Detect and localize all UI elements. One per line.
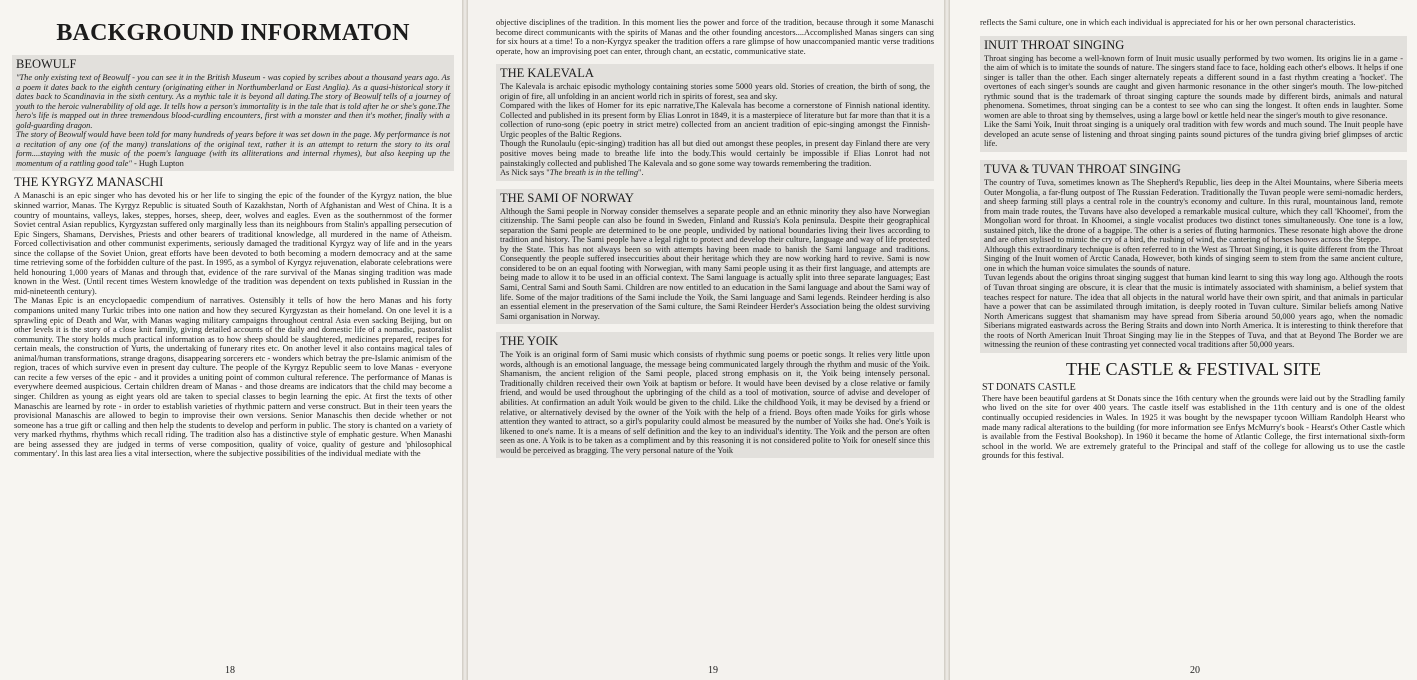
castle-section [980, 359, 1407, 461]
beowulf-quote [16, 130, 450, 168]
kalevala-text-2: Compared with the likes of Homer for its epic narrative,The Kalevala has become a cornerstone of Finnish national identity. Collected and published in its present form by Elias Lonrot in 1849, it is a masterpiece of literature but far more than that it is a collection of runo-song (epic poetry in strict metre) collected from an ancient tradition of epic-singing amongst the Finnish-Urgic peoples of the Baltic Regions. [500, 101, 930, 139]
tuva-text-2: Although this extraordinary technique is often referred to in the West as Throat Singing, it is quite different from the Throat Singing of the Inuit women of Arctic Canada, However, both kinds of singing seem to stem from the same ancient culture, one in which the human voice simulates the sounds of nature. [984, 244, 1403, 273]
beowulf-credit: - Hugh Lupton [131, 158, 184, 168]
castle-text: There have been beautiful gardens at St Donats since the 16th century when the grounds were laid out by the Stradling family who lived on the site for over 400 years. The castle itself was established in the 11th century and is one of the oldest continually occupied residencies in Wales. In 1925 it was bought by the newspaper tycoon William Randolph Hearst who made many radical alterations to the building (for more information see Enfys McMurry's book - Hearst's Other Castle which is available from the Festival Bookshop). In 1960 it became the home of Atlantic College, the first international sixth-form school in the world. We are extremely grateful to the Principal and staff of the college for allowing us to use the castle grounds for this festival. [982, 393, 1405, 461]
kyrgyz-text: A Manaschi is an epic singer who has devoted his or her life to singing the epic of the founder of the Kyrgyz nation, the blue skinned warrior, Manas. The Kyrgyz Republic is situated South of Kazakhstan, North of Afghanistan and West of China. It is a country of mountains, valleys, lakes, steppes, horses, sheep, deer, wolves and eagles. Even as the southernmost of the former Soviet central Asian republics, Kyrgyzstan suffered only marginally less than its neighbours from Stalin's appalling persecution of Epic Singers, Shamans, Dervishes, Priests and other bearers of traditional knowledge, all murdered in the name of Atheism. Forced collectivisation and other communist experiments, seriously damaged the traditional Kyrgyz way of life and in the years since the collapse of the Soviet Union, great efforts have been devoted to both becoming a modern democracy and at the same time retrieving some of the forbidden culture of the past. In 1995, as a symbol of Kyrgyz rejuvenation, elaborate celebrations were held honouring 1,000 years of Manas and through that, evidence of the rare survival of the Manas singing tradition was made known in the West. (Until recent times Western knowledge of the tradition was dependent on texts published in Russian in the mid-nineteenth century). [14, 191, 452, 296]
manaschi-continued-text: objective disciplines of the tradition. In this moment lies the power and force of the tradition, because through it some Manaschi become direct communicants with the spirits of Manas and the other founding ancestors....Accomplished Manas singers can sing for six hours at a time! To a non-Kyrgyz speaker the tradition offers a rare glimpse of how unaccompanied mantic verse traditions operate, how an improvising poet can enter, through chant, an ecstatic, communicative state. [496, 18, 934, 56]
kyrgyz-text-2: The Manas Epic is an encyclopaedic compendium of narratives. Ostensibly it tells of how the hero Manas and his forty companions united many Turkic tribes into one nation and how they secured Kyrgyzstan as their homeland. On one level it is a sprawling epic of Death and War, with Manas waging military campaigns throughout central Asia even sacking Beijing, but on other levels it is the story of a close knit family, giving detailed accounts of the daily and domestic life of a nomadic, pastoralist community. The story holds much practical information as to how sheep should be slaughtered, medicines prepared, recipes for certain meals, the construction of Yurts, the undertaking of funerary rites etc. On another level it also contains magical tales of animal/human transformations, strange dragons, disappearing sorcerers etc - wonders which betray the pre-Islamic animism of the region, traces of which survive even in present day culture. The people of the Kyrgyz Republic seem to love Manas - everyone can recite a few verses of the epic - and it provides a uniting point of common cultural reference. The performance of Manas is everywhere deemed auspicious. Certain children dream of Manas - and those dreams are indicators that the child may become a singer. Children as young as eight years old are taken to special classes to begin learning the epic. At first the texts of other Manaschis are learned by rote - in order to establish varieties of rhythmic pattern and verse construct. But in their teen years the provisional Manaschis are allowed to begin to improvise their own versions. Senior Manaschis then decide whether or not someone has a true gift or calling and then help the students to develop and perform in public. The story is chanted on a variety of very marked rhythms, rhythms which recall riding. The tradition also has a distinctive style of emphatic gesture. When Manashi are being assessed they are judged in terms of verse composition, quality of voice, quality of gesture and 'philosophical commentary'. In this last area lies a vital intersection, where the subjective possibilities of the individual mediate with the [14, 296, 452, 459]
page-number-19: 19 [708, 665, 718, 676]
page-18 [0, 0, 462, 680]
kalevala-heading: THE KALEVALA [500, 66, 594, 81]
castle-subheading: ST DONATS CASTLE [982, 381, 1076, 393]
sami-section [496, 189, 934, 325]
kyrgyz-heading: THE KYRGYZ MANASCHI [14, 175, 164, 190]
page-number-20: 20 [1190, 665, 1200, 676]
kalevala-section [496, 64, 934, 180]
inuit-section [980, 36, 1407, 152]
inuit-text: Throat singing has become a well-known form of Inuit music usually performed by two women. Its origins lie in a game - the aim of which is to imitate the sounds of nature. The singers stand face to face, holding each other's elbows. It helps if one singer is taller than the other. Each singer alternately repeats a different sound in a fast rhythm creating a 'hocket'. The overtones of each singer's sounds are caught and given harmonic resonance in the other singer's mouth. The low-pitched rythmic sound that is the trademark of throat singing capture the sounds made by different birds, animals and natural phenomena. Sometimes, throat singing can be a contest to see who can sing the longest. It often ends in laughter. Some women are able to throat sing by themselves, using a large bowl or kettle held near the singer's mouth to give resonance. [984, 53, 1403, 120]
tuva-text-3: Tuvan legends about the origins throat singing suggest that human kind learnt to sing this way long ago. Although the roots of Tuvan throat singing are obscure, it is clear that the music is intimately associated with shaminism, a belief system that teaches respect for nature. The idea that all objects in the natural world have their own spirit, and that animals in particular have a power that can be assimilated through imitation, is deeply rooted in Tuvan culture. Similar beliefs among Native North Americans suggest that shamanism may have spread from Siberia around 50,000 years ago, when the nomadic Siberians migrated eastwards across the Bering Straits and down into North America. It is interesting to think therefore that the roots of North American Inuit Throat Singing may lie in the Steppes of Tuva, and that at Beyond The Border we are witnessing the reunion of these contrasting yet connected vocal traditions after 50,000 years. [984, 273, 1403, 350]
inuit-heading: INUIT THROAT SINGING [984, 37, 1125, 52]
yoik-continued-text: reflects the Sami culture, one in which each individual is appreciated for his or her own personal characteristics. [980, 18, 1356, 27]
beowulf-section [12, 55, 454, 171]
tuva-heading: TUVA & TUVAN THROAT SINGING [984, 162, 1181, 177]
page-number-18: 18 [225, 665, 235, 676]
quote-end: ". [638, 168, 644, 178]
inuit-text-2: Like the Sami Yoik, Inuit throat singing is a uniquely oral tradition with few words and much sound. The Inuit people have developed an acute sense of listening and throat singing paints sound pictures of the tundra giving brief glimpses of arctic life. [984, 120, 1403, 149]
sami-heading: THE SAMI OF NORWAY [500, 190, 634, 205]
quote-text: The breath is in the telling [549, 168, 639, 178]
kalevala-quote-line [500, 168, 930, 178]
beowulf-text: "The only existing text of Beowulf - you can see it in the British Museum - was copied by scribes about a thousand years ago. As a poem it dates back to the eighth century (originating either in Northumberland or East Anglia). As a quasi-historical story it dates back to Scandinavia in the sixth century. As a mythic tale it is beyond all dating.The story of Beowulf tells of a journey of youth to the heroic vulnerability of old age. It tells how a person's immortality is in the tale that is told after he or she's gone.The hero's life is mapped out in three tremendous blood-curdling encounters, first with a monster and then it's mother, finally with a gold-guarding dragon. [16, 73, 450, 130]
sami-text: Although the Sami people in Norway consider themselves a separate people and an ethnic minority they also have Norwegian citizenship. The Sami people can also be found in Sweden, Finland and Russia's Kola peninsula. Despite their geographical separation the Sami people are determined to be one people, undivided by national boundaries living their lives according to tradition and history. The Sami people have a legal right to protect and develop their culture, language and way of life protected by the State. This has not always been so with attempts having been made to banish the Sami language and traditions. Consequently the people suffered inseccurities about their heritage which they are now working hard to revive. Sami is now considered to be on an equal footing with Norwegian, with many Sami people using it as their first language, and attempts are being made to allow it to be used in an official context. The Sami language is actually split into three separate languages; East Sami, Central Sami and South Sami. Children are now entitled to an education in the Sami language and about the Sami way of life. Some of the major traditions of the Sami include the Yoik, the Sami language and Sami legends. Reindeer herding is also an essential element in the preservation of the Sami culture, the Sami Reindeer Herder's Association being the oldest surviving Sami organisation in Norway. [500, 206, 930, 321]
page-19 [468, 0, 944, 680]
tuva-text: The country of Tuva, sometimes known as The Shepherd's Republic, lies deep in the Altei Mountains, where Siberia meets Outer Mongolia, a far-flung outpost of The Russian Federation. Traditionally the Tuvan people were semi-nomadic herders, and sheep farming still plays a central role in the country's economy and culture. In this rural, mountainous land, remote from main trade routes, the Tuvans have also developed a remarkable musical culture, which they call 'Khoomei', from the Mongolian word for throat. In Khoomei, a single vocalist produces two distinct tones simultaneously. One tone is a low, sustained pitch, like the drone of a bagpipe. The other is a series of fluting harmonics. These resonate high above the drone and are often stylised to mimic the cry of a bird, the rushing of wind, the cantering of horses hooves across the Steppe. [984, 178, 1403, 245]
page-20 [950, 0, 1417, 680]
yoik-heading: THE YOIK [500, 334, 559, 349]
kalevala-text: The Kalevala is archaic episodic mythology containing stories some 5000 years old. Stories of creation, the birth of song, the origin of fire, all unfolding in an ancient world rich in spirits of forest, sea and sky. [500, 82, 930, 101]
yoik-text: The Yoik is an original form of Sami music which consists of rhythmic sung poems or poetic songs. It relies very little upon words, although is an emotional language, the message being communicated largely through the rhythm and music of the Yoik. Shamanism, the ancient religion of the Sami people, placed strong emphasis on it, the Yoik being intensely personal. Traditionally children received their own Yoik at baptism or before. It would have been devised by a close relative or family friend, and would be used throughout the upbringing of the child as a tool of motivation, source of advise and developer of abilities. At confirmation an adult Yoik would be given to the child. Like the childhood Yoik, it may be devised by a friend or relative, or alternatively devised by the owner of the Yoik with the help of a friend. Boys often made Yoiks for girls whose attention they wanted to attract, so a girl's popularity could almost be measured by the number of Yoiks she had. One's Yoik is likened to one's name. It is a means of self definition and the key to an individual's identity. The Yoik and the person are often seen as one. A Yoik is to be taken as a compliment and by this reasoning it is not considered polite to Yoik for oneself since this would be perceived as bragging. The very personal nature of the Yoik [500, 350, 930, 455]
kalevala-text-3: Though the Runolaulu (epic-singing) tradition has all but died out amongst these peoples, in present day Finland there are very positive moves being made to breathe life into the body.This would certainly be impossible if Elias Lonrot had not painstakingly collected and published The Kalevala and so gone some way towards remembering the tradition. [500, 139, 930, 168]
beowulf-heading: BEOWULF [16, 57, 77, 71]
beowulf-text-2: The story of Beowulf would have been told for many hundreds of years before it was set down in the page. My performance is not a recitation of any one (of the many) translations of the original text, rather it is an attempt to return the story to its oral form....staying with the music of the poem's language (with its alliterations and internal rhymes), but also keeping up the momentum of a rattling good tale" [16, 130, 450, 168]
quote-intro: As Nick says " [500, 168, 550, 178]
kyrgyz-section [12, 175, 454, 458]
page-title: BACKGROUND INFORMATON [56, 20, 410, 46]
tuva-section [980, 160, 1407, 353]
castle-heading: THE CASTLE & FESTIVAL SITE [1066, 358, 1321, 379]
yoik-section [496, 332, 934, 458]
